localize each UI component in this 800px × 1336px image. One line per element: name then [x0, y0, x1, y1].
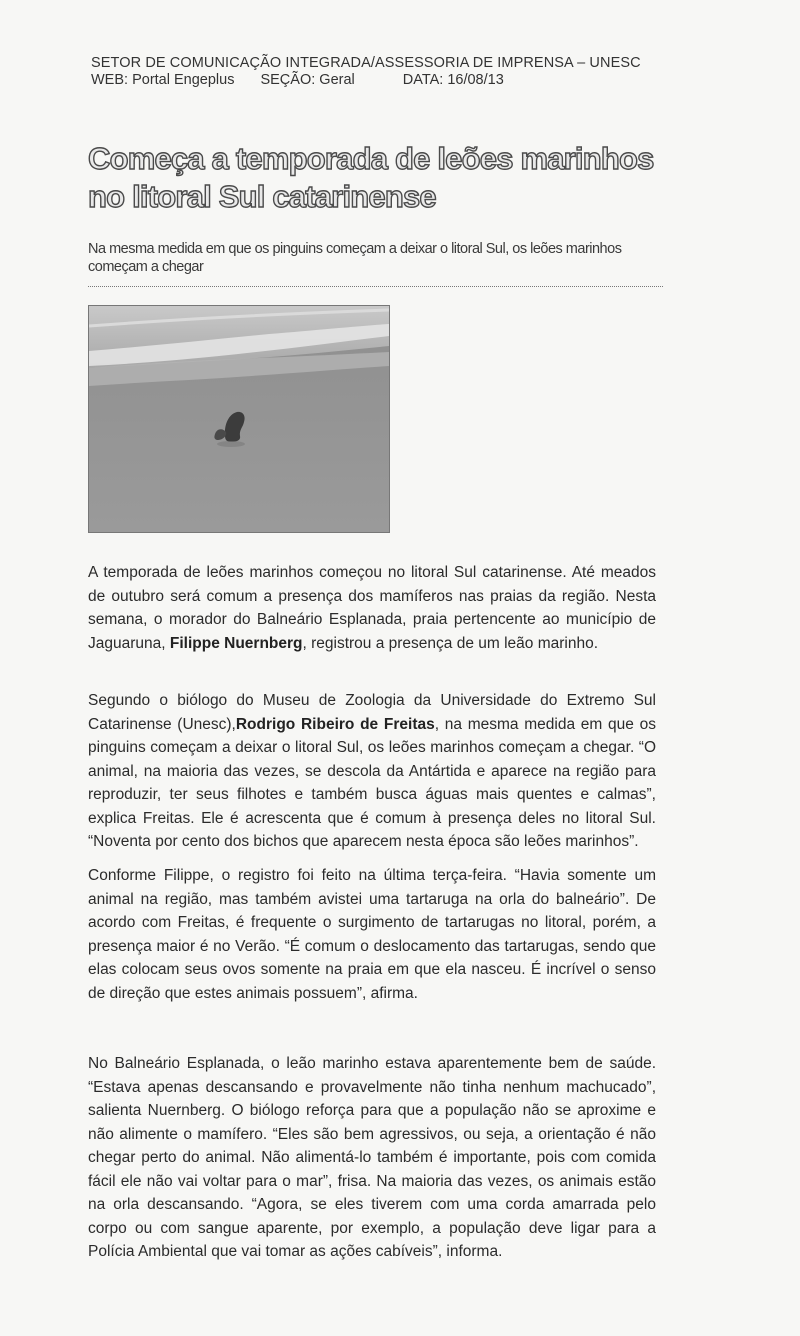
- article-title: Começa a temporada de leões marinhos no litoral Sul catarinense: [88, 141, 654, 214]
- header-meta: [91, 72, 504, 89]
- paragraph-1: A temporada de leões marinhos começou no litoral Sul catarinense. Até meados de outubro será comum a presença dos mamíferos nas praias da região. Nesta semana, o morador do Balneário Esplanada, praia pertencente ao município de Jaguaruna, Filippe Nuernberg, registrou a presença de um leão marinho.: [88, 564, 656, 652]
- sea-lion-photo: [88, 305, 390, 533]
- header-section: SEÇÃO: Geral: [260, 72, 355, 88]
- paragraph-3: Conforme Filippe, o registro foi feito na última terça-feira. “Havia somente um animal na região, mas também avistei uma tartaruga na orla do balneário”. De acordo com Freitas, é frequente o surgimento de tartarugas no litoral, porém, a presença maior é no Verão. “É comum o deslocamento das tartarugas, sendo que elas colocam seus ovos somente na praia em que ela nasceu. É incrível o senso de direção que estes animais possuem”, afirma.: [88, 867, 656, 1002]
- paragraph-2: Segundo o biólogo do Museu de Zoologia da Universidade do Extremo Sul Catarinense (Unesc),Rodrigo Ribeiro de Freitas, na mesma medida em que os pinguins começam a deixar o litoral Sul, os leões marinhos começam a chegar. “O animal, na maioria das vezes, se descola da Antártida e aparece na região para reproduzir, ter seus filhotes e também busca águas mais quentes e calmas”, explica Freitas. Ele é acrescenta que é comum à presença deles no litoral Sul. “Noventa por cento dos bichos que aparecem nesta época são leões marinhos”.: [88, 692, 656, 850]
- header-date: DATA: 16/08/13: [402, 72, 504, 88]
- paragraph-4: No Balneário Esplanada, o leão marinho estava aparentemente bem de saúde. “Estava apenas descansando e provavelmente não tinha nenhum machucado”, salienta Nuernberg. O biólogo reforça para que a população não se aproxime e não alimente o mamífero. “Eles são bem agressivos, ou seja, a orientação é não chegar perto do animal. Não alimentá-lo também é importante, pois com comida fácil ele não vai voltar para o mar”, frisa. Na maioria das vezes, os animais estão na orla descansando. “Agora, se eles tiverem com uma corda amarrada pelo corpo ou com sangue aparente, por exemplo, a população deve ligar para a Polícia Ambiental que vai tomar as ações cabíveis”, informa.: [88, 1055, 656, 1260]
- divider: [88, 286, 663, 287]
- header-web: WEB: Portal Engeplus: [91, 72, 235, 88]
- header-department: SETOR DE COMUNICAÇÃO INTEGRADA/ASSESSORIA DE IMPRENSA – UNESC: [91, 55, 641, 71]
- beach-image: [89, 306, 389, 532]
- article-subtitle: Na mesma medida em que os pinguins começam a deixar o litoral Sul, os leões marinhos começam a chegar: [88, 241, 622, 275]
- name-rodrigo: Rodrigo Ribeiro de Freitas: [235, 715, 435, 733]
- name-filippe: Filippe Nuernberg: [169, 634, 303, 652]
